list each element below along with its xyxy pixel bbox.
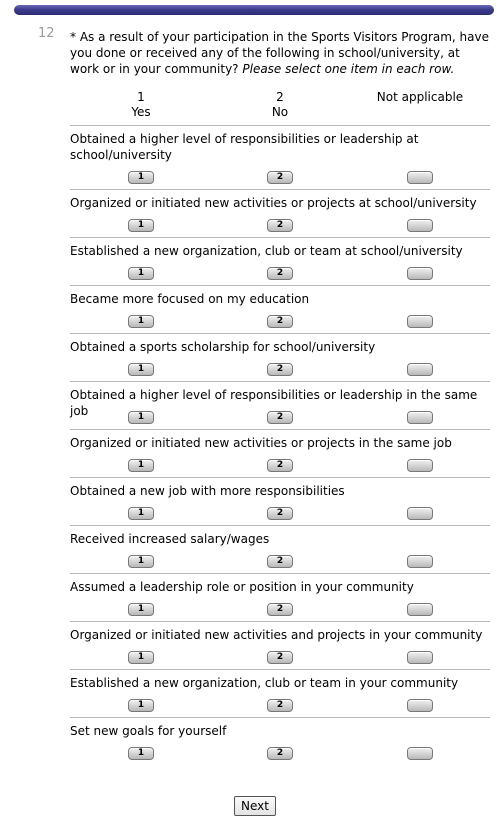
scale-header-no <box>257 90 303 120</box>
option-1-button[interactable]: 1 <box>128 267 154 280</box>
option-1-button[interactable]: 1 <box>128 411 154 424</box>
option-not-applicable-button[interactable] <box>407 363 433 376</box>
row-label: Organized or initiated new activities or projects at school/university <box>70 196 477 210</box>
scale-header-yes <box>118 90 164 120</box>
option-1-button[interactable]: 1 <box>128 363 154 376</box>
option-2-button[interactable]: 2 <box>267 747 293 760</box>
row-label: Established a new organization, club or team in your community <box>70 676 459 690</box>
option-not-applicable-button[interactable] <box>407 699 433 712</box>
matrix-row <box>70 429 490 478</box>
option-not-applicable-button[interactable] <box>407 555 433 568</box>
option-1-button[interactable]: 1 <box>128 555 154 568</box>
question-text <box>70 29 490 77</box>
row-label: Assumed a leadership role or position in your community <box>70 580 414 594</box>
option-not-applicable-button[interactable] <box>407 411 433 424</box>
row-label: Set new goals for yourself <box>70 724 227 738</box>
matrix-row <box>70 717 490 766</box>
top-header-bar <box>14 5 494 15</box>
matrix-row <box>70 333 490 382</box>
scale-1-label: Yes <box>131 105 151 119</box>
option-not-applicable-button[interactable] <box>407 267 433 280</box>
row-label: Became more focused on my education <box>70 292 310 306</box>
row-label: Obtained a higher level of responsibilities or leadership at school/university <box>70 132 419 162</box>
matrix-row <box>70 189 490 238</box>
option-1-button[interactable]: 1 <box>128 315 154 328</box>
matrix-row <box>70 381 490 430</box>
option-1-button[interactable]: 1 <box>128 219 154 232</box>
option-not-applicable-button[interactable] <box>407 603 433 616</box>
scale-2-number: 2 <box>276 90 284 104</box>
option-1-button[interactable]: 1 <box>128 651 154 664</box>
matrix-row <box>70 125 490 190</box>
option-not-applicable-button[interactable] <box>407 219 433 232</box>
row-label: Obtained a new job with more responsibilities <box>70 484 345 498</box>
question-instruction: Please select one item in each row. <box>242 62 455 76</box>
next-button[interactable]: Next <box>234 796 276 816</box>
scale-header-not-applicable: Not applicable <box>376 90 464 104</box>
question-number: 12 <box>38 26 55 41</box>
option-2-button[interactable]: 2 <box>267 603 293 616</box>
option-2-button[interactable]: 2 <box>267 411 293 424</box>
option-2-button[interactable]: 2 <box>267 219 293 232</box>
row-label: Obtained a higher level of responsibilities or leadership in the same job <box>70 388 478 418</box>
option-not-applicable-button[interactable] <box>407 747 433 760</box>
option-1-button[interactable]: 1 <box>128 171 154 184</box>
matrix-row <box>70 525 490 574</box>
option-2-button[interactable]: 2 <box>267 555 293 568</box>
matrix-row <box>70 573 490 622</box>
option-not-applicable-button[interactable] <box>407 315 433 328</box>
matrix-row <box>70 621 490 670</box>
option-1-button[interactable]: 1 <box>128 747 154 760</box>
matrix-row <box>70 669 490 718</box>
option-1-button[interactable]: 1 <box>128 699 154 712</box>
option-not-applicable-button[interactable] <box>407 651 433 664</box>
option-2-button[interactable]: 2 <box>267 171 293 184</box>
matrix-row <box>70 477 490 526</box>
row-label: Obtained a sports scholarship for school/university <box>70 340 376 354</box>
option-2-button[interactable]: 2 <box>267 507 293 520</box>
option-2-button[interactable]: 2 <box>267 459 293 472</box>
option-not-applicable-button[interactable] <box>407 507 433 520</box>
option-2-button[interactable]: 2 <box>267 363 293 376</box>
option-2-button[interactable]: 2 <box>267 651 293 664</box>
row-label: Established a new organization, club or team at school/university <box>70 244 463 258</box>
matrix-row <box>70 237 490 286</box>
scale-1-number: 1 <box>137 90 145 104</box>
option-2-button[interactable]: 2 <box>267 267 293 280</box>
option-2-button[interactable]: 2 <box>267 699 293 712</box>
scale-2-label: No <box>271 105 289 119</box>
option-1-button[interactable]: 1 <box>128 507 154 520</box>
option-not-applicable-button[interactable] <box>407 459 433 472</box>
row-label: Organized or initiated new activities and projects in your community <box>70 628 483 642</box>
option-not-applicable-button[interactable] <box>407 171 433 184</box>
row-label: Received increased salary/wages <box>70 532 270 546</box>
row-label: Organized or initiated new activities or projects in the same job <box>70 436 452 450</box>
option-2-button[interactable]: 2 <box>267 315 293 328</box>
question-prompt: * As a result of your participation in the Sports Visitors Program, have you done or received any of the following in school/university, at work or in your community? <box>70 30 490 76</box>
matrix-row <box>70 285 490 334</box>
option-1-button[interactable]: 1 <box>128 603 154 616</box>
option-1-button[interactable]: 1 <box>128 459 154 472</box>
